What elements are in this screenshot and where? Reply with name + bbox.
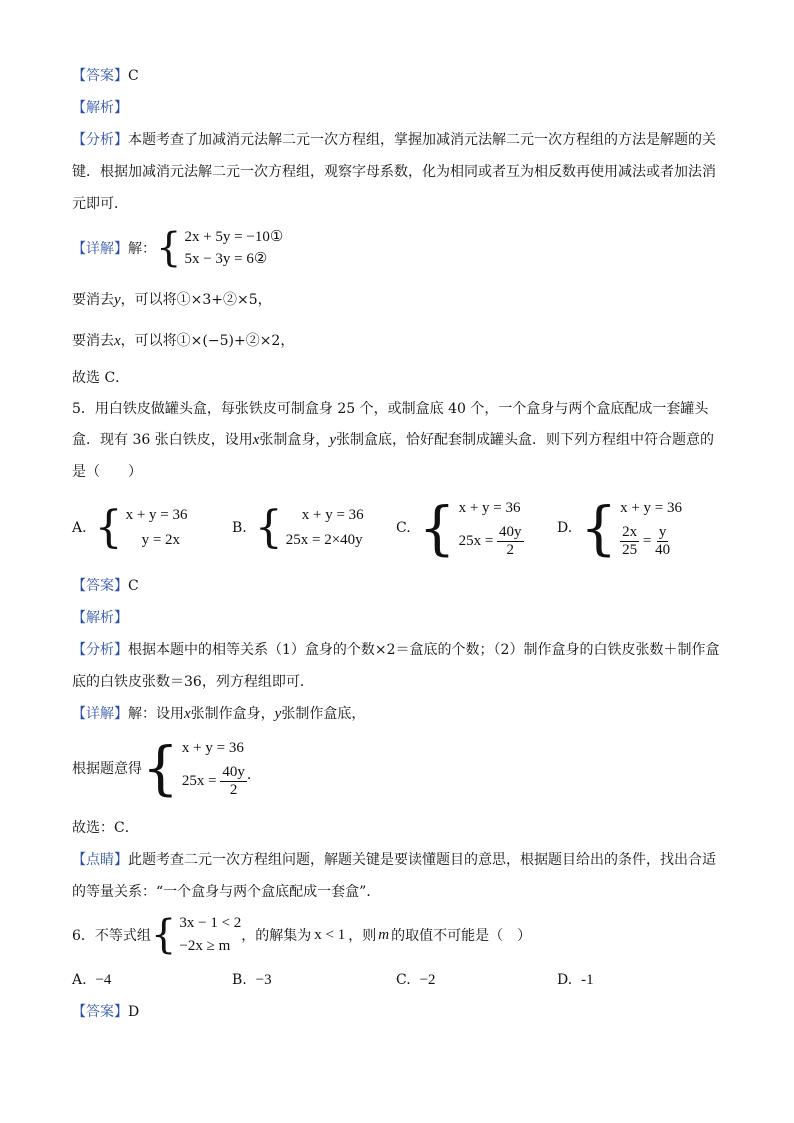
equation-system <box>255 503 364 553</box>
text: ，可以将①×(−5)+②×2， <box>120 333 295 349</box>
solution-set: x < 1 <box>314 926 346 943</box>
analysis-tag: 【分析】 <box>72 642 128 658</box>
answer-tag: 【答案】 <box>72 1004 128 1020</box>
fraction-right <box>655 524 670 559</box>
q4-analysis-l1 <box>72 130 716 150</box>
q6-option-d <box>557 972 594 989</box>
q5-detail-line <box>72 704 365 724</box>
fraction <box>497 524 524 559</box>
equation-1: x + y = 36 <box>125 507 188 523</box>
analysis-text: 本题考查了加减消元法解二元一次方程组，掌握加减消元法解二元一次方程组的方法是解题的关 <box>128 132 716 148</box>
detail-prefix: 解： <box>128 241 156 257</box>
option-value: -1 <box>581 972 594 988</box>
option-label: A. <box>72 972 87 988</box>
var-y: y <box>329 432 337 448</box>
q5-stem-l2 <box>72 430 714 450</box>
denominator: 2 <box>506 541 515 558</box>
comment-tag: 【点睛】 <box>72 852 128 868</box>
q5-analysis-l2: 底的白铁皮张数＝36，列方程组即可． <box>72 674 314 690</box>
analysis-tag: 【分析】 <box>72 132 128 148</box>
equation-2 <box>459 524 524 559</box>
var-y: y <box>274 706 282 722</box>
var-x: x <box>114 333 121 349</box>
equation-1: x + y = 36 <box>301 507 364 523</box>
option-label: B. <box>232 972 247 988</box>
q5-answer-line <box>72 576 139 596</box>
inequality-2: −2x ≥ m <box>179 938 231 954</box>
q5-stem-l3: 是（ ） <box>72 464 142 480</box>
text: 要消去 <box>72 292 114 308</box>
detail-tag: 【详解】 <box>72 706 128 722</box>
q4-choose: 故选 C． <box>72 370 130 386</box>
q5-jiexi-tag: 【解析】 <box>72 610 128 626</box>
answer-value: C <box>128 68 139 84</box>
left-brace: { <box>150 912 177 958</box>
text: 张制盒底，恰好配套制成罐头盒．则下列方程组中符合题意的 <box>336 432 715 448</box>
q5-comment-l2: 的等量关系：“一个盒身与两个盒底配成一套盒”． <box>72 884 381 900</box>
equation-2: 25x = 2×40y <box>285 532 363 548</box>
option-label: A. <box>72 520 87 536</box>
option-label: D. <box>557 520 573 536</box>
left-brace: { <box>418 494 456 562</box>
option-label: C. <box>396 520 411 536</box>
equation-system <box>580 495 682 561</box>
numerator: 40y <box>222 763 245 780</box>
left-brace: { <box>142 734 179 802</box>
q4-jiexi-tag: 【解析】 <box>72 100 128 116</box>
text: 解：设用 <box>128 706 184 722</box>
var-m: m <box>378 926 390 943</box>
left-brace: { <box>254 502 283 553</box>
option-value: −3 <box>255 972 272 988</box>
equation-1: x + y = 36 <box>458 499 521 516</box>
eq-left: 25x = <box>458 532 494 549</box>
equation-2 <box>182 764 247 799</box>
text: 张制作盒身， <box>190 706 275 722</box>
text: 要消去 <box>72 333 114 349</box>
answer-tag: 【答案】 <box>72 578 128 594</box>
text: ，可以将①×3+②×5， <box>120 292 272 308</box>
numerator: 2x <box>622 523 638 540</box>
answer-tag: 【答案】 <box>72 68 128 84</box>
option-value: −4 <box>95 972 112 988</box>
analysis-text: 根据本题中的相等关系（1）盒身的个数×2＝盒底的个数；（2）制作盒身的白铁皮张数＋制作盒 <box>128 642 720 658</box>
option-label: B. <box>232 520 247 536</box>
var-x: x <box>184 706 191 722</box>
q4-analysis-l3: 元即可． <box>72 196 128 212</box>
numerator: 40y <box>499 523 522 540</box>
q5-option-c <box>396 494 524 562</box>
equation-2: y = 2x <box>141 532 181 548</box>
equals-sign: = <box>642 532 652 549</box>
equation-2: 5x − 3y = 6② <box>184 250 268 267</box>
q4-equation-system <box>156 226 283 270</box>
q4-eliminate-y <box>72 290 272 310</box>
text: 的取值不可能是（ ） <box>391 928 532 944</box>
var-x: x <box>252 432 260 448</box>
left-brace: { <box>94 502 123 553</box>
numerator: y <box>658 523 667 540</box>
q5-option-a <box>72 502 187 554</box>
fraction-left <box>620 524 639 559</box>
equation-2 <box>620 524 682 559</box>
denominator: 2 <box>229 781 238 798</box>
text: 张制作盒底， <box>281 706 366 722</box>
q6-option-a <box>72 972 111 989</box>
text: ，则 <box>348 928 377 944</box>
left-brace: { <box>156 225 182 271</box>
text: 盒．现有 36 张白铁皮，设用 <box>72 432 253 448</box>
equation-1: x + y = 36 <box>181 739 244 756</box>
detail-tag: 【详解】 <box>72 241 128 257</box>
text: ，的解集为 <box>241 928 312 944</box>
equation-system <box>95 503 188 553</box>
fraction <box>220 764 247 799</box>
equation-1: x + y = 36 <box>620 499 683 516</box>
text: 张制盒身， <box>259 432 330 448</box>
q5-choose: 故选：C． <box>72 820 139 836</box>
denominator: 40 <box>655 541 671 558</box>
text: 6．不等式组 <box>72 928 151 944</box>
q6-answer-line <box>72 1002 139 1022</box>
equation-system <box>142 735 247 801</box>
option-value: −2 <box>419 972 436 988</box>
option-label: D. <box>557 972 573 988</box>
var-y: y <box>114 292 121 308</box>
according-text: 根据题意得 <box>72 761 142 777</box>
option-label: C. <box>396 972 411 988</box>
q5-comment-l1 <box>72 850 716 870</box>
q6-option-b <box>232 972 272 989</box>
q5-option-b <box>232 502 364 554</box>
q4-answer-line <box>72 66 139 86</box>
equation-system <box>419 495 524 561</box>
q4-detail-line <box>72 226 283 270</box>
q5-analysis-l1 <box>72 640 719 660</box>
left-brace: { <box>580 494 618 562</box>
q4-eliminate-x <box>72 331 294 351</box>
q6-stem <box>72 912 531 958</box>
q5-stem-l1: 5．用白铁皮做罐头盒，每张铁皮可制盒身 25 个，或制盒底 40 个，一个盒身与两个盒底配成一套罐头 <box>72 401 709 417</box>
inequality-system <box>151 912 241 958</box>
period: ． <box>246 767 261 783</box>
q5-detail-system <box>72 734 261 802</box>
answer-value: D <box>128 1004 140 1020</box>
q6-option-c <box>396 972 436 989</box>
eq-left: 25x = <box>181 772 217 789</box>
denominator: 25 <box>622 541 638 558</box>
equation-1: 2x + 5y = −10① <box>184 228 284 245</box>
q5-option-d <box>557 494 682 562</box>
inequality-1: 3x − 1 < 2 <box>179 915 242 931</box>
q4-analysis-l2: 键．根据加减消元法解二元一次方程组，观察字母系数，化为相同或者互为相反数再使用减法或者加法消 <box>72 164 716 180</box>
comment-text: 此题考查二元一次方程组问题，解题关键是要读懂题目的意思，根据题目给出的条件，找出合适 <box>128 852 716 868</box>
answer-value: C <box>128 578 139 594</box>
